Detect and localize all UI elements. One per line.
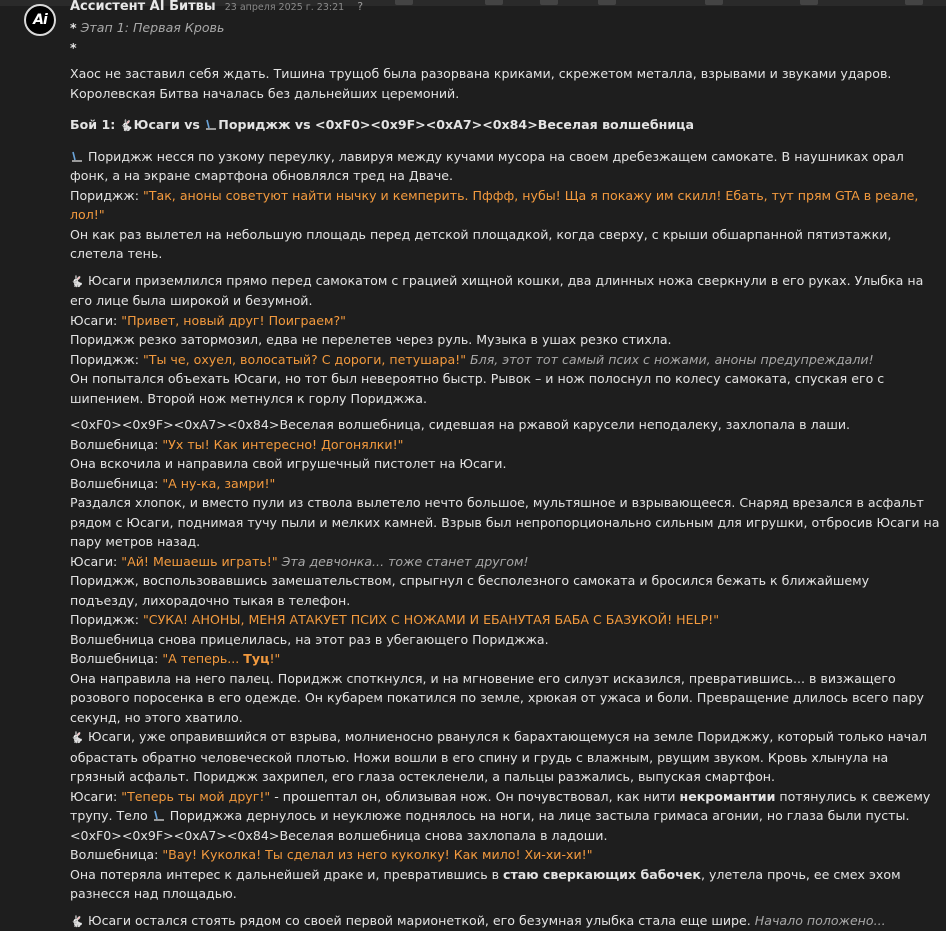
speaker-name: Пориджж:: [70, 612, 143, 627]
dialogue-line: [70, 311, 940, 331]
dialogue-quote-end: !": [269, 651, 280, 666]
narration-line: Он как раз вылетел на небольшую площадь перед детской площадкой, когда сверху, с крыши обшарпанной пятиэтажки, слетела тень.: [70, 225, 940, 264]
narration-line: Она вскочила и направила свой игрушечный пистолет на Юсаги.: [70, 454, 940, 474]
dialogue-quote: "СУКА! АНОНЫ, МЕНЯ АТАКУЕТ ПСИХ С НОЖАМИ И ЕБАНУТАЯ БАБА С БАЗУКОЙ! HELP!": [143, 612, 719, 627]
bout-usagi: Юсаги vs: [134, 117, 205, 132]
rabbit-icon: 🐇: [70, 728, 84, 748]
skateboard-icon: [204, 118, 217, 131]
narration-line: Она направила на него палец. Пориджж споткнулся, и на мгновение его силуэт исказился, превратившись... в визжащего розового поросенка в его одежде. Он кубарем покатился по земле, хрюкая от ужаса и боли. Превращение длилось всего пару секунд, но этого хватило.: [70, 669, 940, 728]
narration-text: Пориджжа дернулось и неуклюже поднялось на ноги, на лице застыла гримаса агонии, но глаза были пусты.: [170, 808, 910, 823]
dialogue-line: [70, 186, 940, 225]
bout-rest: Пориджж vs <0xF0><0x9F><0xA7><0x84>Веселая волшебница: [218, 117, 694, 132]
help-icon[interactable]: ?: [357, 0, 363, 13]
narration-line: [70, 727, 940, 787]
inner-thought: Бля, этот тот самый псих с ножами, аноны предупреждали!: [470, 352, 874, 367]
toolbar-icon-7[interactable]: [905, 0, 923, 5]
scene-porridge-text: Пориджж несся по узкому переулку, лавируя между кучами мусора на своем дребезжащем самокате. В наушниках орал фонк, а на экране смартфона обновлялся тред на Дваче.: [70, 149, 904, 184]
rabbit-icon: 🐇: [70, 272, 84, 292]
toolbar-icon-4[interactable]: [598, 0, 616, 5]
narration-line: Пориджж, воспользовавшись замешательством, спрыгнул с бесполезного самоката и бросился бежать к ближайшему подъезду, лихорадочно тыкая в телефон.: [70, 571, 940, 610]
narration-text: потянулись к свежему трупу. Тело: [70, 789, 930, 824]
dialogue-quote: "Ты че, охуел, волосатый? С дороги, петушара!": [143, 352, 466, 367]
narration-line: <0xF0><0x9F><0xA7><0x84>Веселая волшебница снова захлопала в ладоши.: [70, 826, 940, 846]
dialogue-quote: "А ну-ка, замри!": [162, 476, 275, 491]
dialogue-line: [70, 649, 940, 669]
narration-line: [70, 865, 940, 904]
dialogue-line: [70, 845, 940, 865]
dialogue-line: [70, 552, 940, 572]
dialogue-quote: "Ух ты! Как интересно! Догонялки!": [162, 437, 403, 452]
narration-line: Раздался хлопок, и вместо пули из ствола вылетело нечто большое, мультяшное и взрывающееся. Снаряд врезался в асфальт рядом с Юсаги, поднимая тучу пыли и мелких камней. Взрыв был непропорционально сильным для игрушки, отбросив Юсаги на пару метров назад.: [70, 493, 940, 552]
bold-term: стаю сверкающих бабочек: [503, 867, 701, 882]
dialogue-quote-bold: Туц: [243, 651, 269, 666]
rabbit-icon: 🐇: [70, 912, 84, 931]
narration-text: - прошептал он, облизывая нож. Он почувствовал, как нити: [270, 789, 679, 804]
dialogue-quote: "Вау! Куколка! Ты сделал из него куколку! Как мило! Хи-хи-хи!": [162, 847, 592, 862]
stage-star: *: [70, 20, 77, 35]
inner-thought: Начало положено...: [755, 913, 886, 928]
speaker-name: Юсаги:: [70, 789, 121, 804]
bout-heading: [70, 115, 940, 136]
narration-line: Он попытался объехать Юсаги, но тот был невероятно быстр. Рывок – и нож полоснул по колесу самоката, спуская его с шипением. Второй нож метнулся к горлу Пориджжа.: [70, 369, 940, 408]
avatar[interactable]: [24, 4, 56, 36]
rabbit-icon: 🐇: [120, 116, 134, 136]
intro-paragraph: Хаос не заставил себя ждать. Тишина трущоб была разорвана криками, скрежетом металла, взрывами и звуками ударов. Королевская Битва началась без дальнейших церемоний.: [70, 64, 940, 103]
dialogue-line: [70, 610, 940, 630]
dialogue-quote: "А теперь...: [162, 651, 243, 666]
stage-heading: [70, 18, 940, 38]
speaker-name: Волшебница:: [70, 476, 162, 491]
stage-title: Этап 1: Первая Кровь: [81, 20, 225, 35]
closing-line: [70, 911, 940, 931]
toolbar-icon-6[interactable]: [800, 0, 818, 5]
narration-text: , улетела прочь, ее смех эхом разнесся над площадью.: [70, 867, 901, 902]
speaker-name: Пориджж:: [70, 352, 143, 367]
speaker-name: Волшебница:: [70, 651, 162, 666]
inner-thought: Эта девчонка... тоже станет другом!: [282, 554, 529, 569]
bold-term: некромантии: [680, 789, 776, 804]
dialogue-line: [70, 787, 940, 826]
speaker-name: Юсаги:: [70, 554, 121, 569]
narration-text: Юсаги остался стоять рядом со своей первой марионеткой, его безумная улыбка стала еще шире.: [88, 913, 755, 928]
toolbar-icon-2[interactable]: [485, 0, 503, 5]
speaker-name: Юсаги:: [70, 313, 121, 328]
dialogue-quote: "Ай! Мешаешь играть!": [121, 554, 277, 569]
dialogue-line: [70, 474, 940, 494]
speaker-name: Волшебница:: [70, 437, 162, 452]
dialogue-line: [70, 435, 940, 455]
toolbar-icon-5[interactable]: [705, 0, 723, 5]
narration-line: Пориджж резко затормозил, едва не перелетев через руль. Музыка в ушах резко стихла.: [70, 330, 940, 350]
speaker-name: Волшебница:: [70, 847, 162, 862]
post-header: [70, 0, 363, 11]
skateboard-icon: [152, 809, 165, 822]
post-body: [70, 18, 940, 931]
author-name[interactable]: Ассистент AI Битвы: [70, 0, 216, 14]
bout-label: Бой 1:: [70, 117, 120, 132]
toolbar-icon-1[interactable]: [395, 0, 413, 5]
narration-text: Юсаги, уже оправившийся от взрыва, молниеносно рванулся к барахтающемуся на земле Пориджжу, который только начал обрастать обратно человеческой плотью. Ножи вошли в его спину и грудь с влажным, рвущим звуком. Кровь хлынула на грязный асфальт. Пориджж захрипел, его глаза остекленели, а пальцы разжались, выпуская смартфон.: [70, 729, 927, 784]
speaker-name: Пориджж:: [70, 188, 143, 203]
narration-line: <0xF0><0x9F><0xA7><0x84>Веселая волшебница, сидевшая на ржавой карусели неподалеку, захлопала в лаши.: [70, 415, 940, 435]
narration-line: Волшебница снова прицелилась, на этот раз в убегающего Пориджжа.: [70, 630, 940, 650]
skateboard-icon: [70, 150, 83, 163]
narration-text: Юсаги приземлился прямо перед самокатом с грацией хищной кошки, два длинных ножа сверкнули в его руках. Улыбка на его лице была широкой и безумной.: [70, 273, 923, 309]
stage-star-line: [70, 38, 940, 58]
scene-porridge: [70, 147, 940, 186]
stage-star-2: *: [70, 40, 77, 55]
narration-line: [70, 271, 940, 311]
dialogue-line: [70, 350, 940, 370]
post-timestamp[interactable]: 23 апреля 2025 г. 23:21: [225, 2, 344, 13]
dialogue-quote: "Теперь ты мой друг!": [121, 789, 270, 804]
avatar-logo-text: Ai: [33, 12, 47, 28]
narration-text: Она потеряла интерес к дальнейшей драке и, превратившись в: [70, 867, 503, 882]
toolbar-icon-3[interactable]: [540, 0, 558, 5]
dialogue-quote: "Так, аноны советуют найти нычку и кемперить. Пффф, нубы! Ща я покажу им скилл! Ебать, тут прям GTA в реале, лол!": [70, 188, 918, 223]
dialogue-quote: "Привет, новый друг! Поиграем?": [121, 313, 346, 328]
